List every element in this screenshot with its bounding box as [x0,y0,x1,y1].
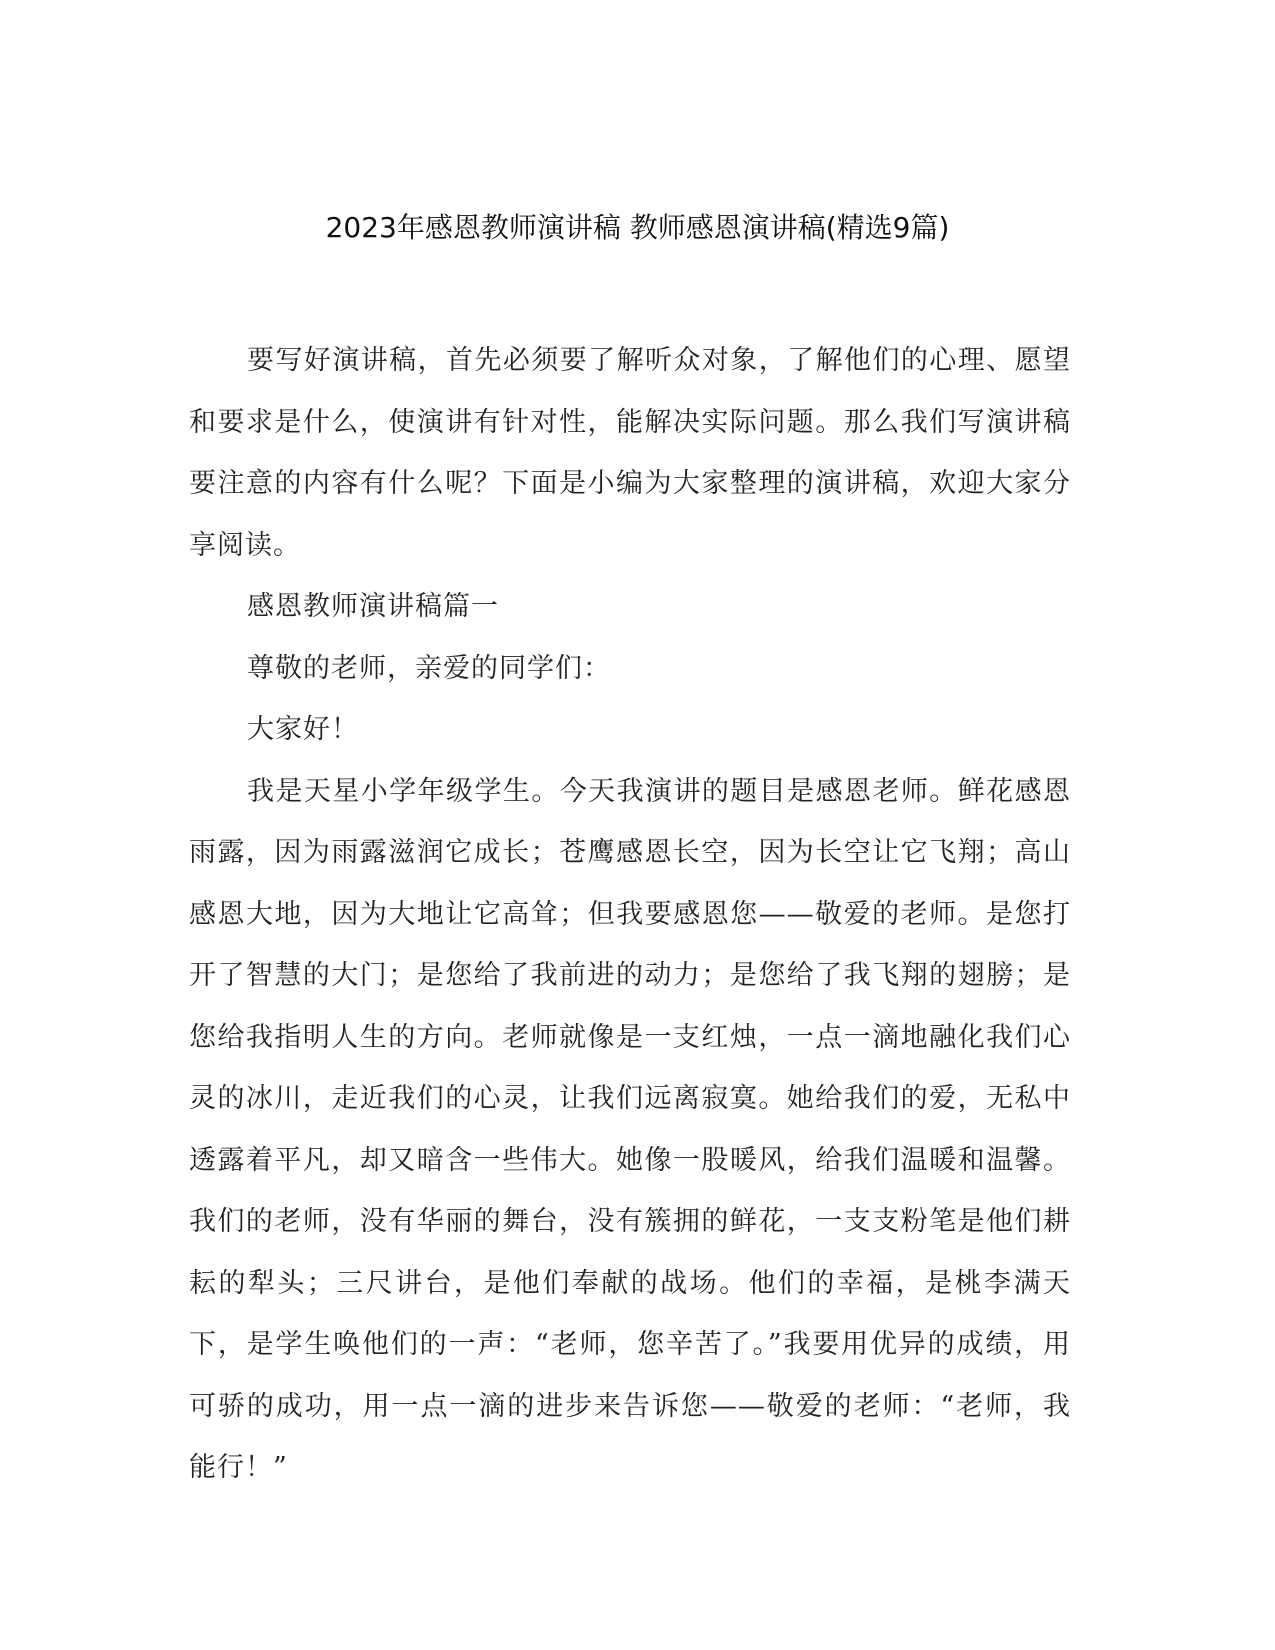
speech-paragraph: 我是天星小学年级学生。今天我演讲的题目是感恩老师。鲜花感恩雨露，因为雨露滋润它成长；苍鹰感恩长空，因为长空让它飞翔；高山感恩大地，因为大地让它高耸；但我要感恩您——敬爱的老师。是您打开了智慧的大门；是您给了我前进的动力；是您给了我飞翔的翅膀；是您给我指明人生的方向。老师就像是一支红烛，一点一滴地融化我们心灵的冰川，走近我们的心灵，让我们远离寂寞。她给我们的爱，无私中透露着平凡，却又暗含一些伟大。她像一股暖风，给我们温暖和温馨。我们的老师，没有华丽的舞台，没有簇拥的鲜花，一支支粉笔是他们耕耘的犁头；三尺讲台，是他们奉献的战场。他们的幸福，是桃李满天下，是学生唤他们的一声：“老师，您辛苦了。”我要用优异的成绩，用可骄的成功，用一点一滴的进步来告诉您——敬爱的老师：“老师，我能行！” [189,775,1071,1483]
document-body [189,330,1071,1499]
greeting: 大家好！ [247,714,360,745]
intro-paragraph: 要写好演讲稿，首先必须要了解听众对象，了解他们的心理、愿望和要求是什么，使演讲有针对性，能解决实际问题。那么我们写演讲稿要注意的内容有什么呢？下面是小编为大家整理的演讲稿，欢迎大家分享阅读。 [189,345,1071,561]
section-heading: 感恩教师演讲稿篇一 [247,591,500,622]
salutation: 尊敬的老师，亲爱的同学们： [247,652,612,684]
document-title: 2023年感恩教师演讲稿 教师感恩演讲稿(精选9篇) [325,211,950,244]
